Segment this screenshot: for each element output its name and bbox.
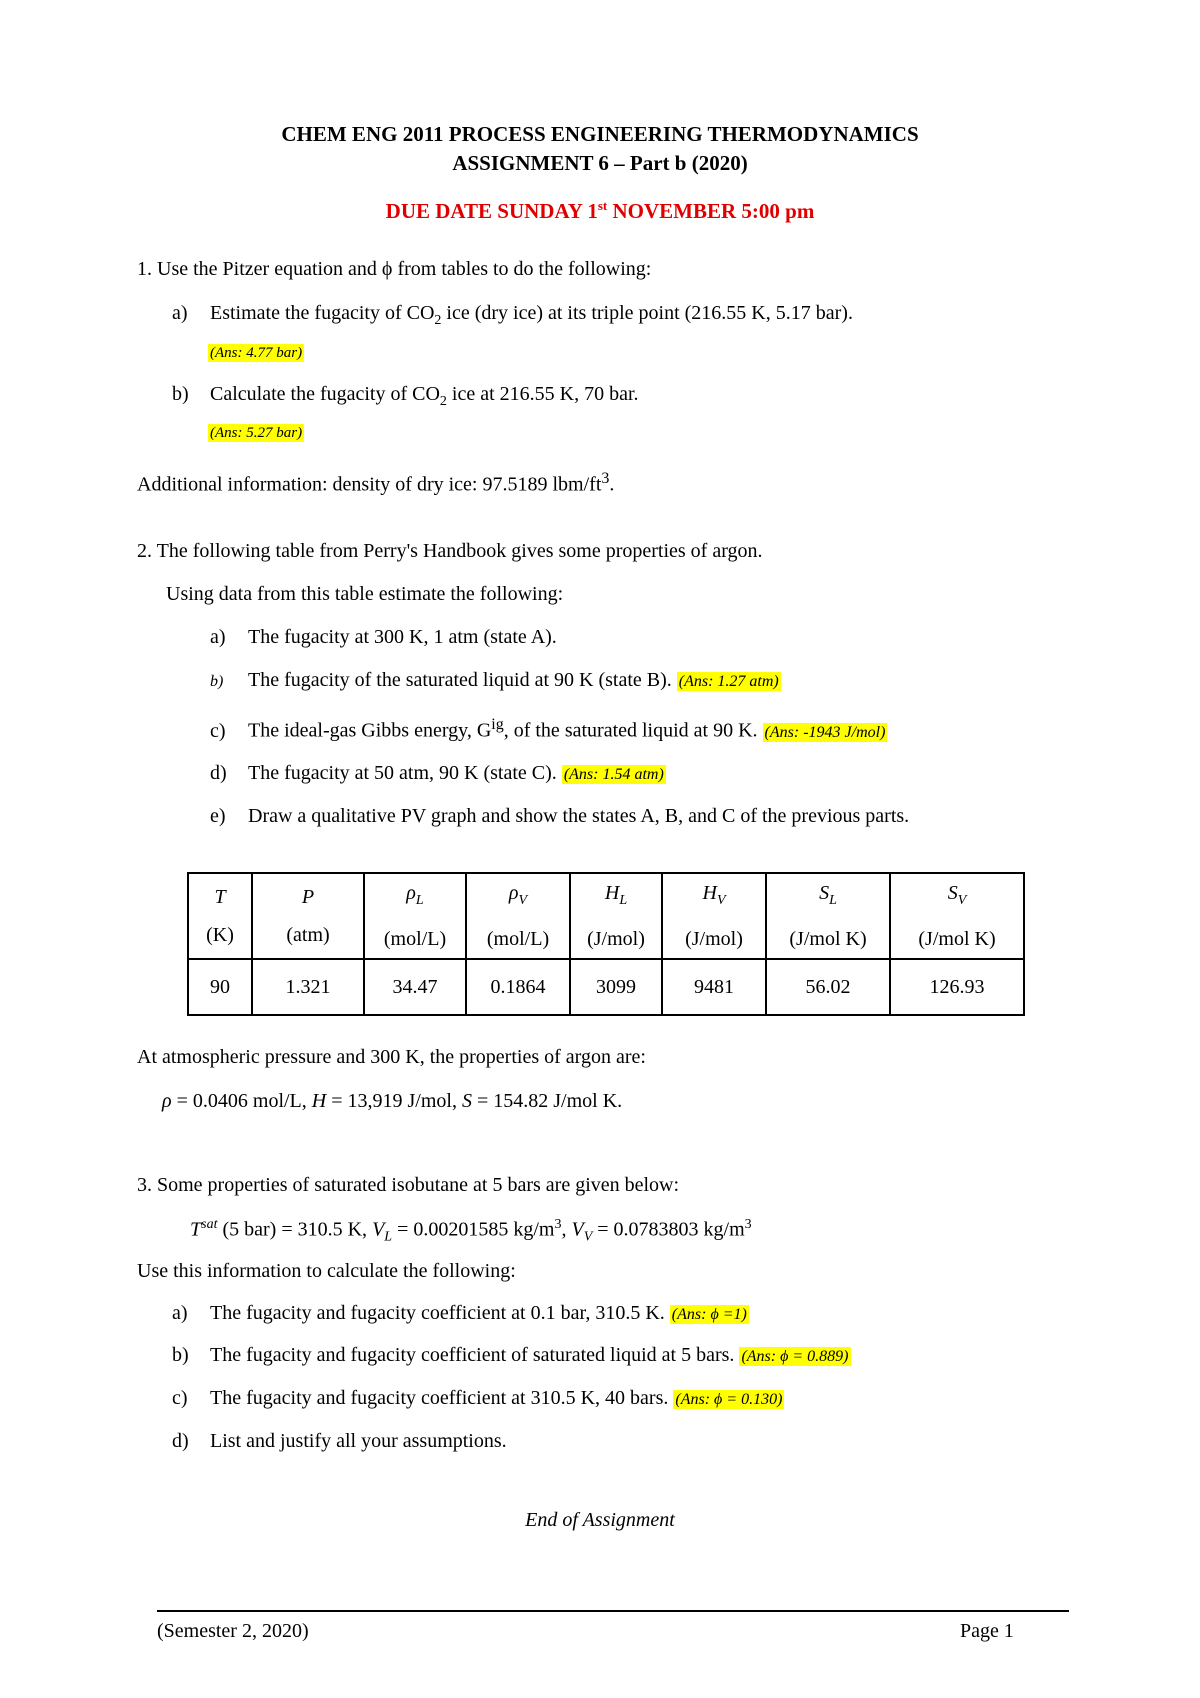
q2-part-d: d) The fugacity at 50 atm, 90 K (state C). (Ans: 1.54 atm) [210, 762, 664, 784]
title-line-1: CHEM ENG 2011 PROCESS ENGINEERING THERMODYNAMICS [281, 122, 919, 146]
table-header-cell: $S_V$ (J/mol K) [890, 873, 1024, 959]
q1-intro: 1. Use the Pitzer equation and ϕ from tables to do the following: [137, 258, 652, 280]
title-line-2: ASSIGNMENT 6 – Part b (2020) [452, 151, 748, 175]
q3-intro: 3. Some properties of saturated isobutane at 5 bars are given below: [137, 1174, 680, 1196]
q3-part-a: a) The fugacity and fugacity coefficient at 0.1 bar, 310.5 K. (Ans: ϕ =1) [172, 1302, 747, 1324]
table-header-cell: T (K) [188, 873, 252, 959]
q1-part-a: a) Estimate the fugacity of $CO_2$ ice (dry ice) at its triple point (216.55 K, 5.17 bar). [172, 302, 853, 328]
table-cell: 90 [188, 959, 252, 1015]
q2-c-answer: (Ans: -1943 J/mol) [764, 723, 886, 741]
table-cell: 0.1864 [466, 959, 570, 1015]
q3-part-b: b) The fugacity and fugacity coefficient of saturated liquid at 5 bars. (Ans: ϕ = 0.889) [172, 1344, 849, 1366]
q1-b-answer: (Ans: 5.27 bar) [210, 425, 303, 441]
q2-part-c: c) The ideal-gas Gibbs energy, $G^{ig}$, of the saturated liquid at 90 K. (Ans: -1943 J/mol) [210, 716, 886, 742]
table-cell: 126.93 [890, 959, 1024, 1015]
table-cell: 1.321 [252, 959, 364, 1015]
table-header-cell: P (atm) [252, 873, 364, 959]
q3-a-answer: (Ans: ϕ =1) [671, 1306, 747, 1323]
q2-using: Using data from this table estimate the following: [166, 583, 564, 605]
q1-additional-info: Additional information: density of dry ice: 97.5189 lbm/$ft^3$. [137, 470, 615, 496]
table-row [188, 959, 1024, 1015]
table-header-cell: $H_V$ (J/mol) [662, 873, 766, 959]
table-cell: 3099 [570, 959, 662, 1015]
q2-argon-properties: ρ = 0.0406 mol/L, H = 13,919 J/mol, S = 154.82 J/mol K. [162, 1090, 623, 1112]
q2-intro: 2. The following table from Perry's Handbook gives some properties of argon. [137, 540, 763, 562]
q3-equation: $T^{sat}$ (5 bar) = 310.5 K, $V_L = 0.00201585$ $kg/m^3$, $V_V = 0.0783803$ $kg/m^3$ [190, 1217, 752, 1245]
q3-use: Use this information to calculate the following: [137, 1260, 516, 1282]
footer-divider [157, 1610, 1069, 1612]
q1-part-b: b) Calculate the fugacity of $CO_2$ ice at 216.55 K, 70 bar. [172, 383, 639, 409]
q3-part-c: c) The fugacity and fugacity coefficient at 310.5 K, 40 bars. (Ans: ϕ = 0.130) [172, 1387, 783, 1409]
q2-part-b: b) The fugacity of the saturated liquid at 90 K (state B). (Ans: 1.27 atm) [210, 669, 779, 691]
table-header-cell: $\rho_V$ (mol/L) [466, 873, 570, 959]
due-date: DUE DATE SUNDAY 1st NOVEMBER 5:00 pm [385, 198, 815, 223]
table-header-cell: $S_L$ (J/mol K) [766, 873, 890, 959]
end-of-assignment: End of Assignment [525, 1509, 675, 1531]
q3-part-d: d) List and justify all your assumptions. [172, 1430, 507, 1452]
q3-b-answer: (Ans: ϕ = 0.889) [741, 1348, 849, 1365]
footer-semester: (Semester 2, 2020) [157, 1620, 309, 1642]
table-cell: 9481 [662, 959, 766, 1015]
table-header-cell: $\rho_L$ (mol/L) [364, 873, 466, 959]
q2-b-answer: (Ans: 1.27 atm) [678, 673, 779, 690]
argon-properties-table [187, 872, 1025, 1016]
q3-c-answer: (Ans: ϕ = 0.130) [675, 1391, 783, 1408]
table-header-row [188, 873, 1024, 959]
q2-part-e: e) Draw a qualitative PV graph and show the states A, B, and C of the previous parts. [210, 805, 910, 827]
table-cell: 56.02 [766, 959, 890, 1015]
q2-part-a: a) The fugacity at 300 K, 1 atm (state A). [210, 626, 557, 648]
q2-atm-line: At atmospheric pressure and 300 K, the properties of argon are: [137, 1046, 646, 1068]
table-header-cell: $H_L$ (J/mol) [570, 873, 662, 959]
footer-page-number: Page 1 [960, 1620, 1014, 1642]
q1-a-answer: (Ans: 4.77 bar) [210, 345, 303, 361]
q2-d-answer: (Ans: 1.54 atm) [563, 766, 664, 783]
table-cell: 34.47 [364, 959, 466, 1015]
